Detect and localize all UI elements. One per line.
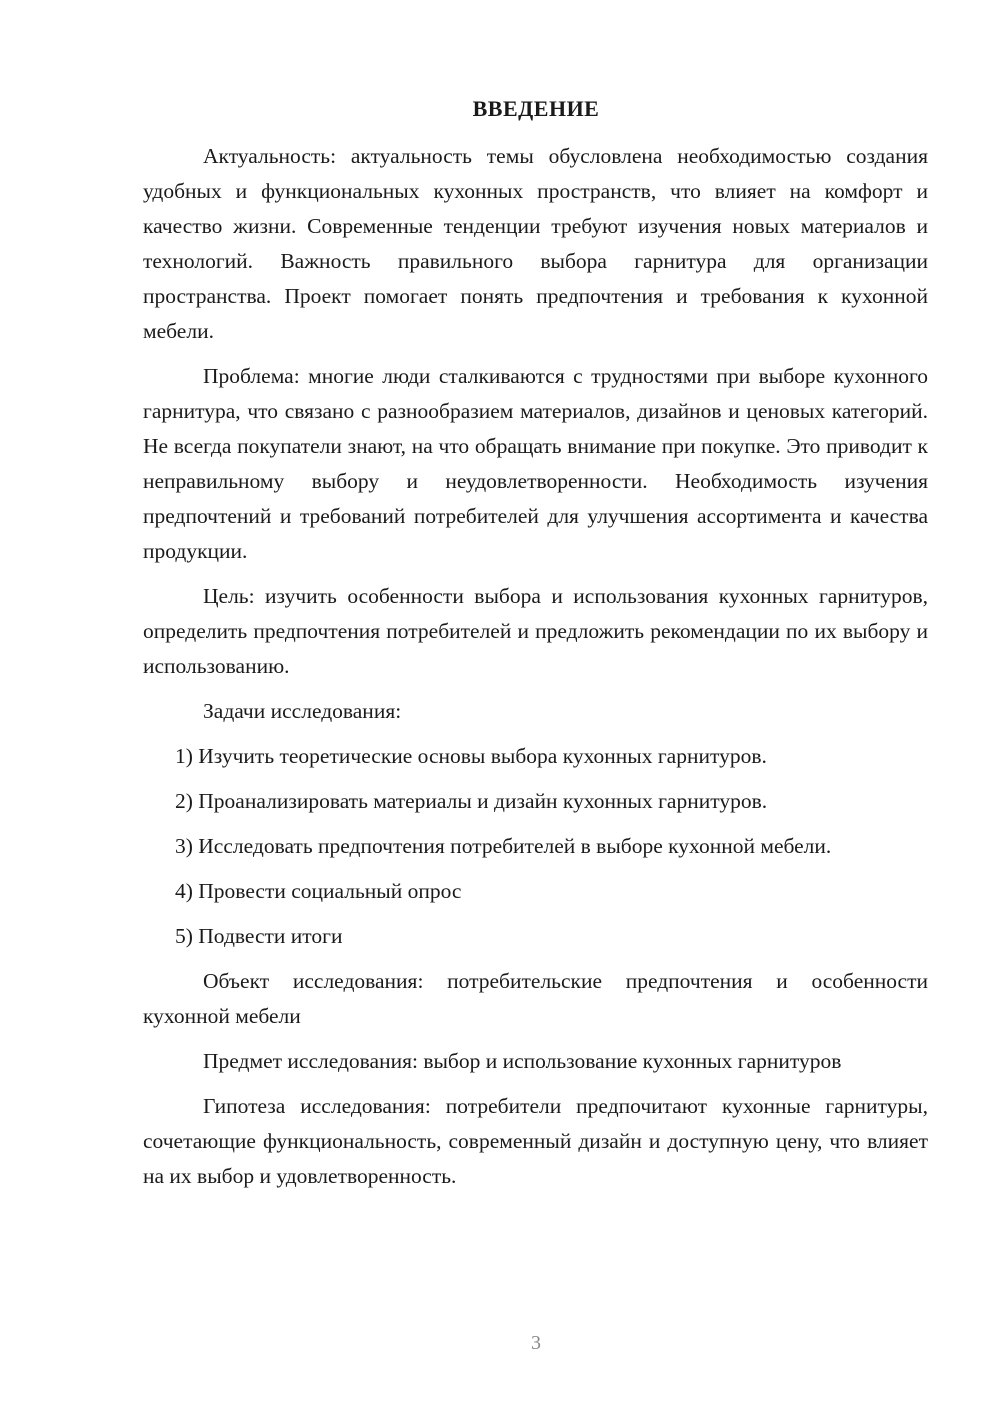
task-item: 4) Провести социальный опрос [175,879,462,903]
problem-paragraph: Проблема: многие люди сталкиваются с трудностями при выборе кухонного гарнитура, что связано с разнообразием материалов, дизайнов и ценовых категорий. Не всегда покупатели знают, на что обращать внимание при покупке. Это приводит к неправильному выбору и неудовлетворенности. Необходимость изучения предпочтений и требований потребителей для улучшения ассортимента и качества продукции. [143,364,928,563]
object-paragraph: Объект исследования: потребительские предпочтения и особенности кухонной мебели [143,969,928,1028]
relevance-paragraph: Актуальность: актуальность темы обусловлена необходимостью создания удобных и функциональных кухонных пространств, что влияет на комфорт и качество жизни. Современные тенденции требуют изучения новых материалов и технологий. Важность правильного выбора гарнитура для организации пространства. Проект помогает понять предпочтения и требования к кухонной мебели. [143,144,928,343]
task-item: 1) Изучить теоретические основы выбора кухонных гарнитуров. [175,744,767,768]
goal-paragraph: Цель: изучить особенности выбора и использования кухонных гарнитуров, определить предпочтения потребителей и предложить рекомендации по их выбору и использованию. [143,584,928,678]
document-body [143,139,928,1204]
task-item: 2) Проанализировать материалы и дизайн кухонных гарнитуров. [175,789,768,813]
task-item: 5) Подвести итоги [175,924,343,948]
subject-paragraph: Предмет исследования: выбор и использование кухонных гарнитуров [203,1049,842,1073]
tasks-heading: Задачи исследования: [203,699,402,723]
task-item: 3) Исследовать предпочтения потребителей в выборе кухонной мебели. [175,834,832,858]
page-title: ВВЕДЕНИЕ [472,96,600,121]
hypothesis-paragraph: Гипотеза исследования: потребители предпочитают кухонные гарнитуры, сочетающие функциональность, современный дизайн и доступную цену, что влияет на их выбор и удовлетворенность. [143,1094,928,1188]
page-number: 3 [531,1332,541,1354]
